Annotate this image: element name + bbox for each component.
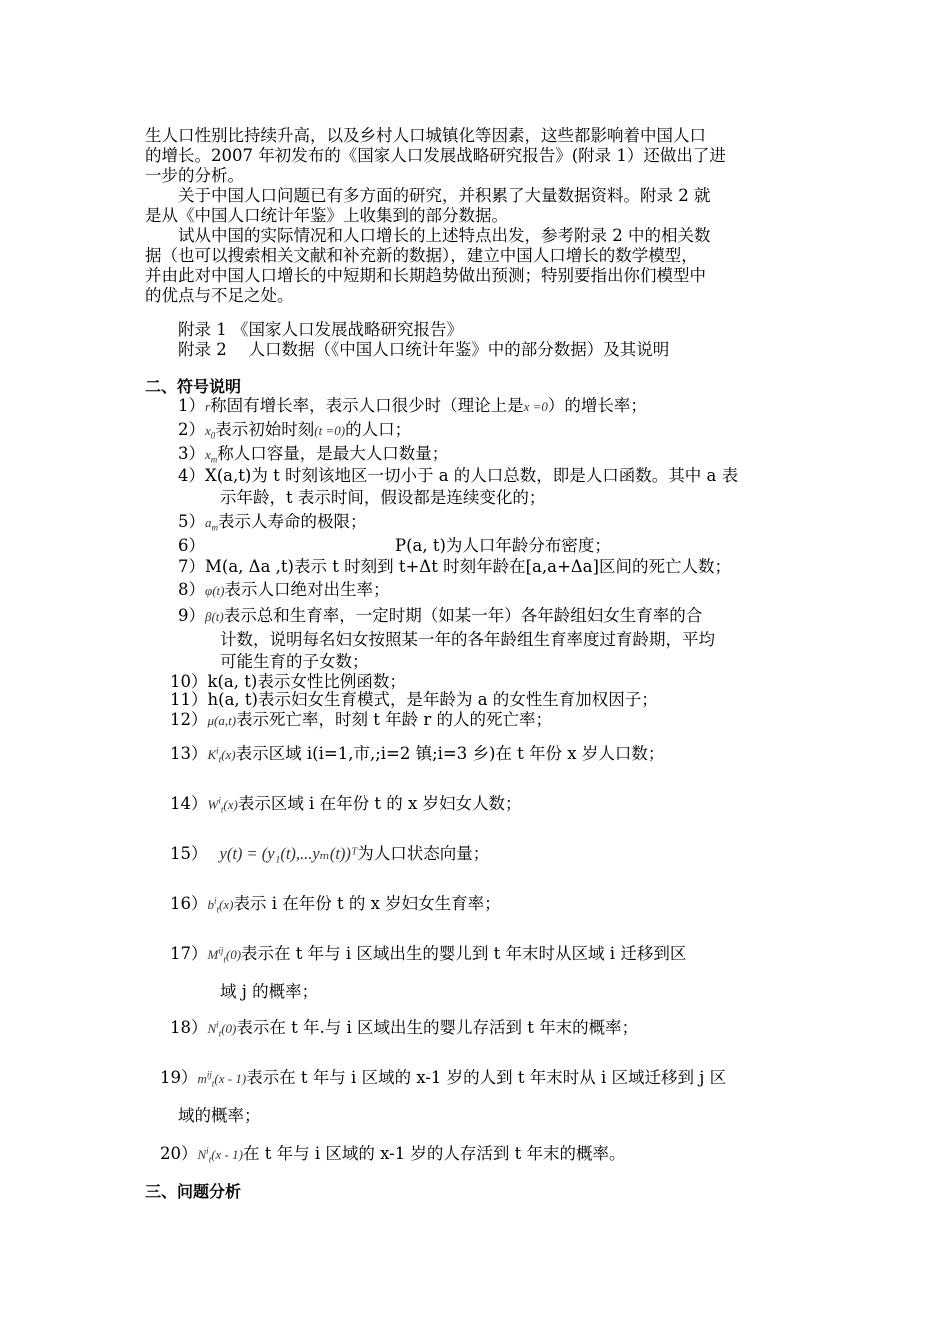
item-number: 18） [170, 1018, 208, 1037]
symbol-math: x =0 [523, 399, 548, 414]
symbol-item-9 [178, 606, 702, 627]
item-text: 为人口状态向量； [357, 844, 490, 863]
item-text: 表示 i 在年份 t 的 x 岁妇女生育率； [233, 894, 501, 913]
item-number: 11） [170, 690, 208, 709]
symbol-math: r [205, 399, 211, 414]
para2-line-1: 关于中国人口问题已有多方面的研究，并积累了大量数据资料。附录 2 就 [178, 186, 711, 205]
item-text: 表示在 t 年与 i 区域的 x-1 岁的人到 t 年末时从 i 区域迁移到 j 区 [246, 1068, 727, 1087]
item-number: 10） [170, 672, 208, 691]
item-number: 17） [170, 944, 208, 963]
symbol-math: $m^{ij}_t(x - 1)$ [197, 1069, 247, 1089]
symbol-item-3 [178, 444, 448, 465]
item-number: 4） [178, 466, 205, 485]
item-number: 9） [178, 606, 205, 625]
symbol-item-12 [170, 710, 552, 731]
item-text: 在 t 年与 i 区域的 x-1 岁的人存活到 t 年末的概率。 [242, 1144, 626, 1163]
section-heading-analysis: 三、问题分析 [145, 1182, 242, 1201]
item-number: 15） [170, 844, 208, 863]
appendix-2: 附录 2 人口数据（《中国人口统计年鉴》中的部分数据）及其说明 [178, 340, 670, 359]
item-text: ）的增长率； [547, 396, 647, 415]
symbol-item-19 [160, 1068, 726, 1089]
symbol-item-6 [178, 536, 611, 556]
symbol-math: $a_m$ [205, 515, 218, 533]
item-text: P(a, t)为人口年龄分布密度； [395, 536, 611, 555]
item-text: 表示人口绝对出生率； [224, 580, 390, 599]
item-text: 表示死亡率，时刻 t 年龄 r 的人的死亡率； [236, 710, 553, 729]
symbol-math: μ(a,t) [207, 713, 237, 728]
symbol-item-2 [178, 420, 411, 441]
symbol-math: $K^i_t(x)$ [207, 745, 236, 765]
symbol-math: φ(t) [205, 583, 225, 598]
symbol-item-17 [170, 944, 686, 965]
item-text: 称固有增长率，表示人口很少时（理论上是 [210, 396, 524, 415]
symbol-math: β(t) [205, 609, 224, 624]
symbol-item-10 [170, 672, 406, 692]
item-number: 6） [178, 536, 205, 555]
item-text: 表示初始时刻 [215, 420, 315, 439]
item-number: 8） [178, 580, 205, 599]
symbol-item-20 [160, 1144, 626, 1165]
item-number: 2） [178, 420, 205, 439]
item-text: 称人口容量，是最大人口数量； [217, 444, 449, 463]
item-number: 5） [178, 512, 205, 531]
item-text: 表示在 t 年与 i 区域出生的婴儿到 t 年末时从区域 i 迁移到区 [241, 944, 687, 963]
symbol-math: $N^i_t(x - 1)$ [197, 1145, 243, 1165]
symbol-math: $N^i_t(0)$ [207, 1019, 237, 1039]
symbol-item-7 [178, 557, 731, 577]
symbol-item-15 [170, 844, 489, 864]
appendix-1: 附录 1 《国家人口发展战略研究报告》 [178, 320, 463, 339]
item-number: 1） [178, 396, 205, 415]
symbol-item-5 [178, 512, 367, 533]
symbol-item-13 [170, 744, 664, 765]
item-number: 20） [160, 1144, 198, 1163]
symbol-item-14 [170, 794, 522, 815]
item-number: 14） [170, 794, 208, 813]
symbol-math: $x_m$ [205, 447, 218, 465]
item-text: 表示在 t 年.与 i 区域出生的婴儿存活到 t 年末的概率； [236, 1018, 639, 1037]
symbol-math: $b^i_t(x)$ [207, 895, 234, 915]
item-text: h(a, t)表示妇女生育模式，是年龄为 a 的女性生育加权因子； [207, 690, 658, 709]
para3-line-2: 据（也可以搜索相关文献和补充新的数据），建立中国人口增长的数学模型， [145, 246, 698, 265]
item-number: 3） [178, 444, 205, 463]
item-number: 12） [170, 710, 208, 729]
para3-line-3: 并由此对中国人口增长的中短期和长期趋势做出预测；特别要指出你们模型中 [145, 266, 706, 285]
item-number: 7） [178, 557, 205, 576]
item-text: X(a,t)为 t 时刻该地区一切小于 a 的人口总数，即是人口函数。其中 a 表 [205, 466, 739, 485]
para3-line-1: 试从中国的实际情况和人口增长的上述特点出发，参考附录 2 中的相关数 [178, 226, 711, 245]
item-text: 表示区域 i 在年份 t 的 x 岁妇女人数； [237, 794, 522, 813]
symbol-item-4-cont: 示年龄，t 表示时间，假设都是连续变化的； [220, 488, 546, 507]
para3-line-4: 的优点与不足之处。 [145, 286, 294, 305]
symbol-item-9-cont2: 可能生育的子女数； [220, 652, 369, 671]
symbol-item-11 [170, 690, 658, 710]
symbol-math: $W^i_t(x)$ [207, 795, 238, 815]
item-text: M(a, Δa ,t)表示 t 时刻到 t+Δt 时刻年龄在[a,a+Δa]区间的死亡人数； [205, 557, 731, 576]
symbol-item-16 [170, 894, 501, 915]
item-text: 表示人寿命的极限； [218, 512, 367, 531]
item-text: 表示总和生育率，一定时期（如某一年）各年龄组妇女生育率的合 [223, 606, 703, 625]
symbol-math: $M^{ij}_t(0)$ [207, 945, 242, 965]
item-text: k(a, t)表示女性比例函数； [207, 672, 406, 691]
symbol-item-18 [170, 1018, 638, 1039]
item-text: 的人口； [345, 420, 412, 439]
symbol-math: y(t) = (y₁(t),...yₘ(t))ᵀ [219, 844, 358, 863]
intro-line-3: 一步的分析。 [145, 166, 244, 185]
symbol-item-19-cont: 域的概率； [178, 1106, 261, 1125]
intro-line-1: 生人口性别比持续升高，以及乡村人口城镇化等因素，这些都影响着中国人口 [145, 126, 706, 145]
item-text: 表示区域 i(i=1,市,;i=2 镇;i=3 乡)在 t 年份 x 岁人口数； [235, 744, 665, 763]
symbol-math: $x_0$ [205, 423, 216, 441]
intro-line-2: 的增长。2007 年初发布的《国家人口发展战略研究报告》(附录 1）还做出了进 [145, 146, 726, 165]
symbol-item-9-cont: 计数，说明每名妇女按照某一年的各年龄组生育率度过育龄期，平均 [220, 630, 715, 649]
item-number: 19） [160, 1068, 198, 1087]
section-heading-symbols: 二、符号说明 [145, 377, 242, 396]
symbol-item-17-cont: 域 j 的概率； [220, 982, 319, 1001]
symbol-item-4 [178, 466, 738, 486]
item-number: 13） [170, 744, 208, 763]
symbol-item-8 [178, 580, 389, 601]
item-number: 16） [170, 894, 208, 913]
para2-line-2: 是从《中国人口统计年鉴》上收集到的部分数据。 [145, 206, 508, 225]
symbol-item-1 [178, 396, 647, 417]
symbol-math: (t =0) [314, 423, 346, 438]
